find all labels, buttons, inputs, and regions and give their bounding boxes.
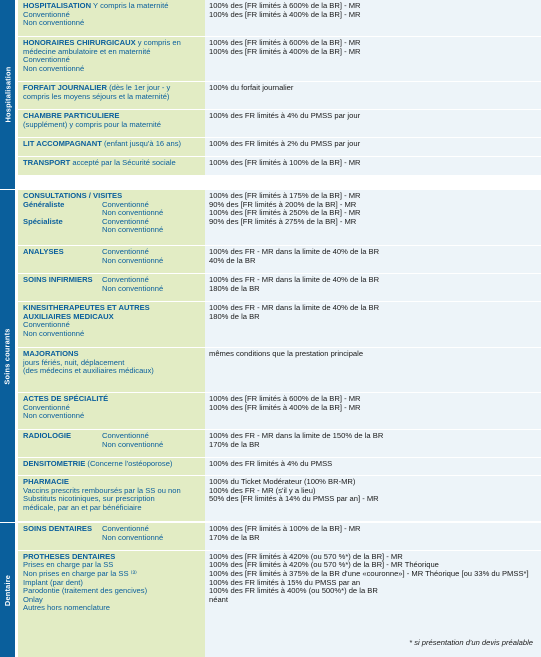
benefit-label-line: [23, 330, 202, 339]
reimbursement-cell: [205, 523, 541, 550]
reimbursement-cell: [205, 82, 541, 109]
benefit-label-line: [23, 604, 202, 613]
benefit-label-line: [23, 460, 202, 469]
reimbursement-line: 100% des FR limités à 4% du PMSS par jour: [209, 111, 361, 120]
benefit-label-cell: [18, 551, 205, 657]
reimbursement-cell: [205, 476, 541, 521]
benefit-label-line: [23, 441, 202, 450]
benefit-detail: (des médecins et auxiliaires médicaux): [23, 366, 154, 376]
table-row: [18, 37, 541, 82]
benefit-label-line: [23, 367, 202, 376]
benefit-detail: Conventionné: [102, 431, 149, 440]
reimbursement-line: 100% des FR - MR dans la limite de 40% de la BR: [209, 247, 380, 256]
reimbursement-line: 100% des FR limités à 15% du PMSS par an: [209, 577, 361, 587]
benefit-heading: PHARMACIE: [23, 477, 69, 486]
reimbursement-line: 100% des [FR limités à 600% de la BR] - MR: [209, 38, 361, 47]
reimbursement-line: 100% des [FR limités à 400% de la BR] - MR: [209, 402, 361, 412]
reimbursement-line: 100% du forfait journalier: [209, 83, 294, 92]
benefit-detail: Conventionné: [23, 55, 70, 65]
table-row: [18, 302, 541, 348]
table-row: [18, 190, 541, 246]
benefit-detail: Onlay: [23, 594, 43, 604]
footnote: * si présentation d'un devis préalable: [409, 638, 533, 648]
benefit-heading: LIT ACCOMPAGNANT: [23, 139, 102, 148]
benefit-heading: KINESITHERAPEUTES ET AUTRES: [23, 303, 150, 312]
reimbursement-cell: [205, 190, 541, 245]
benefit-detail: médecine ambulatoire et en maternité: [23, 46, 151, 56]
benefit-label-line: [23, 140, 202, 149]
reimbursement-line: 100% des [FR limités à 250% de la BR] - MR: [209, 208, 361, 218]
section-label-bar: [0, 0, 15, 189]
reimbursement-cell: [205, 274, 541, 301]
reimbursement-line: 100% des FR limités à 400% (ou 500%*) de la BR: [209, 586, 378, 596]
reimbursement-line: 100% des [FR limités à 375% de la BR d'une «couronne»] - MR Théorique [ou 33% du PMSS*]: [209, 568, 529, 578]
reimbursement-line: 100% des [FR limités à 420% (ou 570 %*) de la BR] - MR Théorique: [209, 560, 439, 570]
reimbursement-cell: [205, 348, 541, 392]
reimbursement-line: 40% de la BR: [209, 255, 256, 265]
reimbursement-line: 100% des [FR limités à 175% de la BR] - MR: [209, 191, 361, 200]
benefit-detail: Conventionné: [102, 275, 149, 284]
table-row: [18, 523, 541, 551]
reimbursement-line: 100% des FR - MR dans la limite de 150% de la BR: [209, 431, 384, 440]
benefit-detail: Y compris la maternité: [91, 1, 169, 10]
benefit-detail: Non conventionné: [23, 63, 85, 73]
benefit-detail: Non conventionné: [102, 255, 164, 265]
benefit-detail: Conventionné: [23, 9, 70, 19]
benefit-label-cell: [18, 274, 205, 301]
benefit-detail: Non conventionné: [102, 532, 164, 542]
benefit-detail: Non conventionné: [102, 283, 164, 293]
benefit-label-line: [23, 93, 202, 102]
benefit-label-cell: [18, 458, 205, 475]
benefit-detail: Non conventionné: [102, 439, 164, 449]
benefit-label-cell: [18, 393, 205, 429]
benefit-detail: (Concerne l'ostéoporose): [85, 459, 173, 468]
reimbursement-line: 100% des FR limités à 4% du PMSS: [209, 459, 333, 468]
section-rows: [15, 523, 541, 657]
reimbursement-line: 180% de la BR: [209, 283, 260, 293]
benefit-label-cell: [18, 0, 205, 36]
reimbursement-cell: [205, 138, 541, 156]
benefit-detail: Substituts nicotiniques, sur prescription: [23, 494, 155, 504]
table-row: [18, 138, 541, 157]
benefit-label-line: [23, 412, 202, 421]
benefit-label-cell: [18, 82, 205, 109]
benefit-label-cell: [18, 523, 205, 550]
section-soins-courants: [0, 190, 541, 522]
benefit-heading: PROTHESES DENTAIRES: [23, 551, 116, 561]
reimbursement-line: 90% des [FR limités à 200% de la BR] - MR: [209, 199, 357, 209]
reimbursement-line: 100% des [FR limités à 600% de la BR] - MR: [209, 1, 361, 10]
benefit-detail: (dès le 1er jour - y: [106, 83, 171, 92]
benefit-label-line: [23, 285, 202, 294]
table-row: [18, 0, 541, 37]
benefit-heading: FORFAIT JOURNALIER: [23, 83, 107, 92]
reimbursement-line: 100% des FR - MR dans la limite de 40% de la BR: [209, 303, 380, 312]
benefit-label-line: [23, 19, 202, 28]
reimbursement-cell: [205, 393, 541, 429]
benefit-heading: ACTES DE SPÉCIALITÉ: [23, 394, 109, 403]
benefit-label-cell: [18, 476, 205, 521]
benefit-label-cell: [18, 246, 205, 273]
benefit-detail: Parodontie (traitement des gencives): [23, 586, 148, 596]
table-row: [18, 476, 541, 521]
benefit-heading: SOINS DENTAIRES: [23, 524, 93, 533]
benefit-detail: (supplément) y compris pour la maternité: [23, 119, 162, 129]
benefit-label-cell: [18, 157, 205, 175]
reimbursement-line: 100% des FR - MR dans la limite de 40% de la BR: [209, 275, 380, 284]
benefit-heading: SOINS INFIRMIERS: [23, 275, 93, 284]
benefit-heading: DENSITOMETRIE: [23, 459, 86, 468]
reimbursement-cell: [205, 302, 541, 347]
reimbursement-line: 100% des [FR limités à 420% (ou 570 %*) de la BR] - MR: [209, 551, 403, 561]
benefit-detail: Non prises en charge par la SS ⁽³⁾: [23, 568, 137, 578]
reimbursement-line: 100% des [FR limités à 100% de la BR] - MR: [209, 158, 361, 167]
benefit-label-line: [23, 504, 202, 513]
benefit-label-line: [23, 159, 202, 168]
benefit-detail: (enfant jusqu'à 16 ans): [101, 139, 182, 148]
benefit-label-line: [23, 65, 202, 74]
reimbursement-cell: [205, 430, 541, 457]
benefit-label-line: [23, 226, 202, 235]
section-label-bar: [0, 523, 15, 657]
reimbursement-cell: [205, 37, 541, 81]
benefit-detail: Conventionné: [102, 216, 149, 226]
benefit-label-cell: [18, 110, 205, 137]
section-rows: [15, 190, 541, 522]
reimbursement-line: 180% de la BR: [209, 311, 260, 321]
section-dentaire: [0, 523, 541, 657]
section-label-bar: [0, 190, 15, 522]
benefit-label-cell: [18, 348, 205, 392]
benefit-detail: médicale, par an et par bénéficiaire: [23, 502, 142, 512]
table-row: [18, 393, 541, 430]
benefit-heading: HONORAIRES CHIRURGICAUX: [23, 38, 136, 47]
benefit-detail: accepté par la Sécurité sociale: [70, 158, 176, 167]
section-label: Dentaire: [3, 574, 12, 606]
reimbursement-line: 100% des FR - MR (s'il y a lieu): [209, 485, 316, 495]
section-rows: [15, 0, 541, 189]
benefit-detail: Non conventionné: [23, 411, 85, 421]
benefit-detail: Implant (par dent): [23, 577, 83, 587]
benefit-detail: Non conventionné: [23, 18, 85, 28]
table-row: [18, 430, 541, 458]
benefit-detail: jours fériés, nuit, déplacement: [23, 357, 125, 367]
benefit-detail: Conventionné: [102, 524, 149, 533]
benefit-label-cell: [18, 430, 205, 457]
reimbursement-line: 100% des FR limités à 2% du PMSS par jour: [209, 139, 361, 148]
benefit-label-cell: [18, 190, 205, 245]
table-row: [18, 110, 541, 138]
benefit-heading: HOSPITALISATION: [23, 1, 92, 10]
table-row: [18, 551, 541, 657]
benefit-heading: ANALYSES: [23, 247, 64, 256]
section-hospitalisation: [0, 0, 541, 189]
benefit-heading: TRANSPORT: [23, 158, 71, 167]
benefit-heading: Spécialiste: [23, 216, 63, 226]
benefit-heading: AUXILIAIRES MEDICAUX: [23, 311, 114, 321]
benefit-label-cell: [18, 302, 205, 347]
reimbursement-line: 100% des [FR limités à 400% de la BR] - MR: [209, 9, 361, 19]
benefit-label-cell: [18, 138, 205, 156]
benefit-heading: Généraliste: [23, 199, 65, 209]
table-row: [18, 82, 541, 110]
benefit-label-cell: [18, 37, 205, 81]
benefit-detail: y compris en: [135, 38, 181, 47]
table-row: [18, 458, 541, 476]
benefit-detail: Prises en charge par la SS: [23, 560, 114, 570]
table-row: [18, 246, 541, 274]
reimbursement-cell: [205, 551, 541, 657]
benefit-heading: CHAMBRE PARTICULIERE: [23, 111, 120, 120]
reimbursement-line: 100% du Ticket Modérateur (100% BR-MR): [209, 477, 356, 486]
benefit-detail: Conventionné: [102, 247, 149, 256]
reimbursement-line: 100% des [FR limités à 100% de la BR] - MR: [209, 524, 361, 533]
section-label: Hospitalisation: [3, 66, 13, 123]
reimbursement-cell: [205, 246, 541, 273]
benefit-detail: Non conventionné: [102, 208, 164, 218]
reimbursement-line: mêmes conditions que la prestation principale: [209, 349, 364, 358]
reimbursement-line: 50% des [FR limités à 14% du PMSS par an] - MR: [209, 494, 379, 504]
benefit-detail: compris les moyens séjours et la maternité): [23, 91, 170, 101]
benefit-detail: Non conventionné: [102, 225, 164, 235]
table-row: [18, 348, 541, 393]
reimbursement-line: 100% des [FR limités à 600% de la BR] - MR: [209, 394, 361, 403]
benefit-detail: Non conventionné: [23, 328, 85, 338]
reimbursement-cell: [205, 458, 541, 475]
reimbursement-line: 90% des [FR limités à 275% de la BR] - MR: [209, 216, 357, 226]
reimbursement-line: néant: [209, 594, 229, 604]
benefit-heading: MAJORATIONS: [23, 349, 79, 358]
reimbursement-line: 170% de la BR: [209, 532, 260, 542]
reimbursement-cell: [205, 110, 541, 137]
benefit-detail: Conventionné: [23, 320, 70, 330]
section-label: Soins courants: [3, 327, 12, 385]
table-row: [18, 274, 541, 302]
benefit-label-line: [23, 121, 202, 130]
reimbursement-cell: [205, 0, 541, 36]
reimbursement-cell: [205, 157, 541, 175]
benefit-label-line: [23, 257, 202, 266]
benefit-label-line: [23, 534, 202, 543]
benefit-detail: Conventionné: [23, 402, 70, 412]
benefit-heading: RADIOLOGIE: [23, 431, 72, 440]
reimbursement-line: 100% des [FR limités à 400% de la BR] - MR: [209, 46, 361, 56]
benefit-detail: Autres hors nomenclature: [23, 603, 110, 613]
benefit-detail: Conventionné: [102, 199, 149, 209]
table-row: [18, 157, 541, 175]
benefit-label-line: [23, 587, 202, 596]
benefit-detail: Vaccins prescrits remboursés par la SS ou non: [23, 485, 181, 495]
benefit-heading: CONSULTATIONS / VISITES: [23, 191, 123, 200]
reimbursement-line: 170% de la BR: [209, 439, 260, 449]
